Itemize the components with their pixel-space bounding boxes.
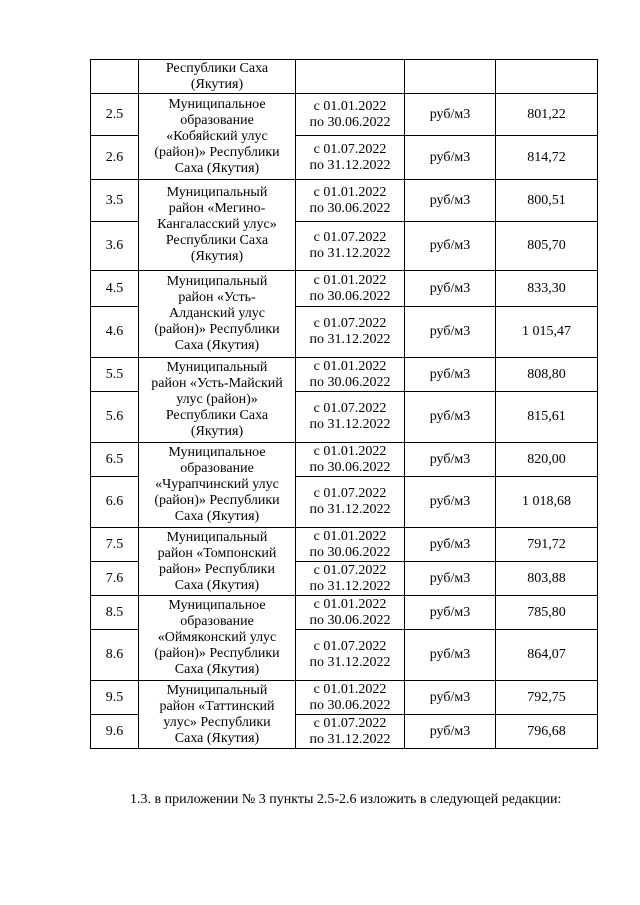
municipality-name-line: Муниципальный: [166, 529, 268, 545]
item-number-cell: 6.5: [91, 443, 139, 477]
period-from: с 01.07.2022: [313, 715, 387, 731]
municipality-name-line: район «Усть-: [178, 290, 256, 305]
value-cell: 808,80: [496, 358, 598, 392]
municipality-name-line: улус (район)»: [176, 392, 258, 407]
unit-cell: руб/м3: [405, 94, 496, 136]
item-number-cell: [91, 60, 139, 94]
table-row: [91, 443, 598, 477]
period-to: по 30.06.2022: [309, 612, 391, 628]
amendment-paragraph: 1.3. в приложении № 3 пункты 2.5-2.6 изложить в следующей редакции:: [130, 792, 562, 807]
unit-cell: руб/м3: [405, 562, 496, 596]
municipality-name-line: Муниципальное: [168, 445, 266, 460]
period-cell: [296, 477, 405, 528]
period-from: с 01.01.2022: [313, 443, 387, 459]
period-to: по 30.06.2022: [309, 697, 391, 713]
item-number-cell: 9.5: [91, 681, 139, 715]
period-cell: [296, 715, 405, 749]
unit-cell: руб/м3: [405, 222, 496, 271]
municipality-name-line: Муниципальное: [168, 96, 266, 112]
item-number-cell: 8.6: [91, 630, 139, 681]
period-to: по 31.12.2022: [309, 157, 391, 173]
municipality-name-line: Саха (Якутия): [174, 577, 260, 593]
value-cell: 801,22: [496, 94, 598, 136]
period-cell: [296, 60, 405, 94]
item-number-cell: 4.6: [91, 307, 139, 358]
period-cell: [296, 392, 405, 443]
unit-cell: руб/м3: [405, 477, 496, 528]
municipality-name-line: образование: [180, 614, 254, 629]
period-to: по 30.06.2022: [309, 200, 391, 216]
municipality-name-line: (Якутия): [190, 76, 244, 92]
period-from: с 01.01.2022: [313, 184, 387, 200]
table-row: [91, 596, 598, 630]
municipality-name-line: Кангаласский улус»: [157, 217, 277, 232]
period-cell: [296, 443, 405, 477]
unit-cell: руб/м3: [405, 392, 496, 443]
value-cell: 792,75: [496, 681, 598, 715]
municipality-name-line: Республики Саха: [165, 408, 269, 423]
municipality-name-line: Саха (Якутия): [174, 730, 260, 746]
municipality-name-line: Саха (Якутия): [174, 662, 260, 677]
unit-cell: руб/м3: [405, 528, 496, 562]
unit-cell: руб/м3: [405, 630, 496, 681]
item-number-cell: 7.6: [91, 562, 139, 596]
municipality-name-line: образование: [180, 112, 254, 128]
period-cell: [296, 271, 405, 307]
period-cell: [296, 307, 405, 358]
period-from: с 01.07.2022: [313, 486, 387, 501]
unit-cell: руб/м3: [405, 596, 496, 630]
municipality-name-line: Саха (Якутия): [174, 160, 260, 176]
item-number-cell: 2.5: [91, 94, 139, 136]
period-from: с 01.01.2022: [313, 98, 387, 114]
unit-cell: руб/м3: [405, 681, 496, 715]
municipality-name-line: Алданский улус: [168, 306, 265, 321]
municipality-name-line: «Кобяйский улус: [166, 128, 268, 144]
municipality-name-line: Муниципальный: [166, 274, 268, 289]
item-number-cell: 9.6: [91, 715, 139, 749]
unit-cell: руб/м3: [405, 307, 496, 358]
item-number-cell: 5.5: [91, 358, 139, 392]
municipality-name-cell: [139, 358, 296, 443]
municipality-name-line: Муниципальный: [166, 185, 268, 200]
period-cell: [296, 681, 405, 715]
municipality-name-line: (район)» Республики: [154, 144, 280, 160]
period-cell: [296, 528, 405, 562]
period-to: по 31.12.2022: [309, 502, 391, 517]
value-cell: [496, 60, 598, 94]
municipality-name-cell: [139, 180, 296, 271]
unit-cell: руб/м3: [405, 358, 496, 392]
period-to: по 31.12.2022: [309, 655, 391, 670]
municipality-name-line: Муниципальный: [166, 682, 268, 698]
table-row: [91, 271, 598, 307]
municipality-name-line: Саха (Якутия): [174, 509, 260, 524]
period-from: с 01.07.2022: [313, 141, 387, 157]
municipality-name-line: образование: [180, 461, 254, 476]
municipality-name-line: район «Томпонский: [157, 545, 277, 561]
municipality-name-line: Республики Саха: [165, 233, 269, 248]
value-cell: 796,68: [496, 715, 598, 749]
municipality-name-line: «Оймяконский улус: [157, 630, 277, 645]
tariff-table: [90, 59, 598, 749]
period-to: по 31.12.2022: [309, 731, 391, 747]
period-from: с 01.01.2022: [313, 528, 387, 544]
municipality-name-line: Республики Саха: [165, 60, 269, 76]
table-row: [91, 528, 598, 562]
municipality-name-cell: [139, 443, 296, 528]
period-from: с 01.07.2022: [313, 230, 387, 245]
period-to: по 31.12.2022: [309, 332, 391, 347]
tariff-table-body: [91, 60, 598, 749]
value-cell: 814,72: [496, 136, 598, 180]
value-cell: 833,30: [496, 271, 598, 307]
municipality-name-line: (район)» Республики: [154, 646, 280, 661]
value-cell: 864,07: [496, 630, 598, 681]
unit-cell: руб/м3: [405, 271, 496, 307]
unit-cell: руб/м3: [405, 715, 496, 749]
table-row: [91, 358, 598, 392]
unit-cell: руб/м3: [405, 443, 496, 477]
unit-cell: руб/м3: [405, 180, 496, 222]
value-cell: 1 015,47: [496, 307, 598, 358]
period-to: по 30.06.2022: [309, 288, 391, 304]
period-cell: [296, 136, 405, 180]
municipality-name-cell: [139, 271, 296, 358]
table-row: [91, 681, 598, 715]
period-from: с 01.07.2022: [313, 639, 387, 654]
municipality-name-line: Саха (Якутия): [174, 338, 260, 353]
municipality-name-line: «Чурапчинский улус: [155, 477, 279, 492]
value-cell: 785,80: [496, 596, 598, 630]
municipality-name-cell: [139, 681, 296, 749]
municipality-name-cell: [139, 94, 296, 180]
municipality-name-line: (район)» Республики: [154, 322, 280, 337]
table-row: [91, 180, 598, 222]
municipality-name-line: район «Таттинский: [159, 698, 275, 714]
value-cell: 805,70: [496, 222, 598, 271]
period-cell: [296, 222, 405, 271]
period-from: с 01.01.2022: [313, 358, 387, 374]
period-from: с 01.07.2022: [313, 316, 387, 331]
value-cell: 820,00: [496, 443, 598, 477]
table-row: [91, 60, 598, 94]
item-number-cell: 8.5: [91, 596, 139, 630]
period-to: по 31.12.2022: [309, 246, 391, 261]
unit-cell: [405, 60, 496, 94]
period-from: с 01.01.2022: [313, 596, 387, 612]
period-to: по 30.06.2022: [309, 114, 391, 130]
item-number-cell: 3.6: [91, 222, 139, 271]
table-row: [91, 94, 598, 136]
municipality-name-line: район «Усть-Майский: [151, 376, 283, 391]
value-cell: 800,51: [496, 180, 598, 222]
period-to: по 31.12.2022: [309, 578, 391, 594]
municipality-name-line: район» Республики: [159, 561, 275, 577]
municipality-name-line: (Якутия): [190, 249, 244, 264]
period-from: с 01.07.2022: [313, 401, 387, 416]
item-number-cell: 6.6: [91, 477, 139, 528]
period-from: с 01.07.2022: [313, 562, 387, 578]
municipality-name-line: (район)» Республики: [154, 493, 280, 508]
municipality-name-line: Муниципальное: [168, 598, 266, 613]
value-cell: 803,88: [496, 562, 598, 596]
item-number-cell: 4.5: [91, 271, 139, 307]
municipality-name-line: Муниципальный: [166, 360, 268, 375]
period-to: по 30.06.2022: [309, 544, 391, 560]
municipality-name-cell: [139, 60, 296, 94]
period-to: по 30.06.2022: [309, 459, 391, 475]
period-cell: [296, 180, 405, 222]
period-to: по 31.12.2022: [309, 417, 391, 432]
item-number-cell: 5.6: [91, 392, 139, 443]
value-cell: 1 018,68: [496, 477, 598, 528]
period-cell: [296, 562, 405, 596]
item-number-cell: 7.5: [91, 528, 139, 562]
municipality-name-cell: [139, 596, 296, 681]
value-cell: 791,72: [496, 528, 598, 562]
period-from: с 01.01.2022: [313, 681, 387, 697]
period-from: с 01.01.2022: [313, 272, 387, 288]
period-to: по 30.06.2022: [309, 374, 391, 390]
item-number-cell: 2.6: [91, 136, 139, 180]
municipality-name-line: улус» Республики: [163, 714, 271, 730]
municipality-name-line: (Якутия): [190, 424, 244, 439]
municipality-name-line: район «Мегино-: [168, 201, 266, 216]
unit-cell: руб/м3: [405, 136, 496, 180]
value-cell: 815,61: [496, 392, 598, 443]
period-cell: [296, 94, 405, 136]
period-cell: [296, 358, 405, 392]
period-cell: [296, 630, 405, 681]
item-number-cell: 3.5: [91, 180, 139, 222]
municipality-name-cell: [139, 528, 296, 596]
period-cell: [296, 596, 405, 630]
